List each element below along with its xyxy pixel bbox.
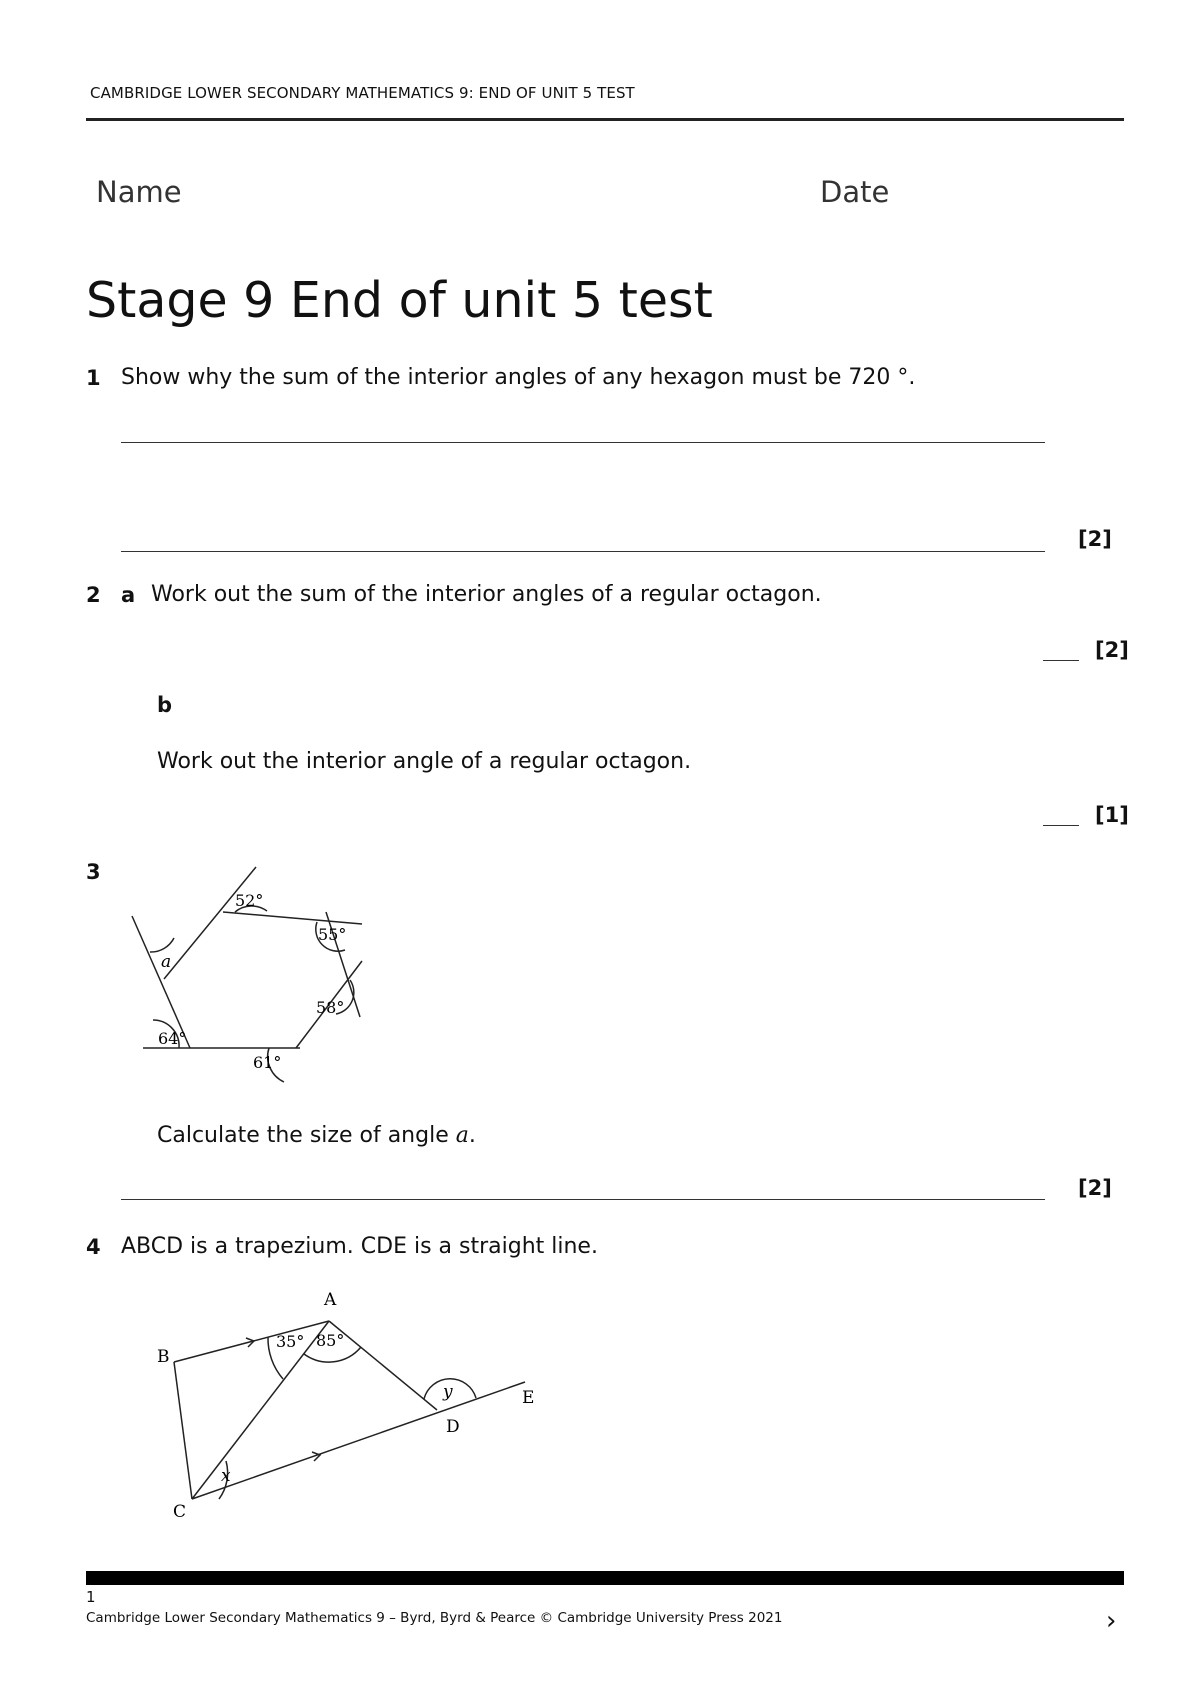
q4-angle-y-label: y: [443, 1382, 453, 1402]
q4-angle-x-label: x: [221, 1466, 231, 1486]
q3-hexagon-figure: [120, 860, 380, 1100]
footer-credit: Cambridge Lower Secondary Mathematics 9 – Byrd, Byrd & Pearce © Cambridge University Press 2021: [86, 1610, 783, 1626]
q2a-label: a: [121, 583, 136, 607]
page-title: Stage 9 End of unit 5 test: [86, 272, 713, 329]
q1-answer-line-2[interactable]: [121, 551, 1045, 552]
q3-marks: [2]: [1078, 1176, 1112, 1200]
q4-angle-35-label: 35°: [276, 1332, 305, 1351]
q4-vertex-a: A: [324, 1290, 337, 1310]
q2a-marks: [2]: [1095, 638, 1129, 662]
q3-angle-var: a: [455, 1123, 469, 1148]
q2b-marks: [1]: [1095, 803, 1129, 827]
q2-number: 2: [86, 583, 101, 607]
q2b-text: Work out the interior angle of a regular octagon.: [157, 749, 692, 774]
q3-angle-52-label: 52°: [235, 891, 264, 910]
q4-angle-85-label: 85°: [316, 1331, 345, 1350]
q4-trapezium-figure: [150, 1280, 550, 1520]
q4-vertex-b: B: [157, 1347, 170, 1367]
q3-answer-line[interactable]: [121, 1199, 1045, 1200]
q3-angle-58-label: 58°: [316, 998, 345, 1017]
q1-marks: [2]: [1078, 527, 1112, 551]
q3-angle-64-label: 64°: [158, 1029, 187, 1048]
q2a-text: Work out the sum of the interior angles of a regular octagon.: [151, 582, 822, 607]
next-page-icon[interactable]: ›: [1106, 1606, 1117, 1636]
name-label: Name: [96, 175, 182, 209]
footer-bar: [86, 1571, 1124, 1585]
q1-number: 1: [86, 366, 101, 390]
q2b-answer-line[interactable]: [1043, 825, 1079, 826]
q4-vertex-d: D: [446, 1417, 460, 1437]
q1-answer-line-1[interactable]: [121, 442, 1045, 443]
header-rule: [86, 118, 1124, 121]
q4-vertex-e: E: [522, 1388, 535, 1408]
q2b-label: b: [157, 693, 173, 717]
q4-number: 4: [86, 1235, 101, 1259]
q3-angle-55-label: 55°: [318, 925, 347, 944]
page-number: 1: [86, 1588, 96, 1606]
date-label: Date: [820, 175, 890, 209]
q3-prompt: Calculate the size of angle a.: [157, 1123, 476, 1148]
q4-vertex-c: C: [173, 1502, 187, 1520]
q3-number: 3: [86, 860, 101, 884]
q2a-answer-line[interactable]: [1043, 660, 1079, 661]
running-header: CAMBRIDGE LOWER SECONDARY MATHEMATICS 9: END OF UNIT 5 TEST: [90, 84, 635, 102]
q1-text: Show why the sum of the interior angles of any hexagon must be 720 °.: [121, 365, 916, 390]
q3-angle-61-label: 61°: [253, 1053, 282, 1072]
q4-text: ABCD is a trapezium. CDE is a straight line.: [121, 1234, 598, 1259]
q3-angle-a-label: a: [161, 952, 172, 972]
